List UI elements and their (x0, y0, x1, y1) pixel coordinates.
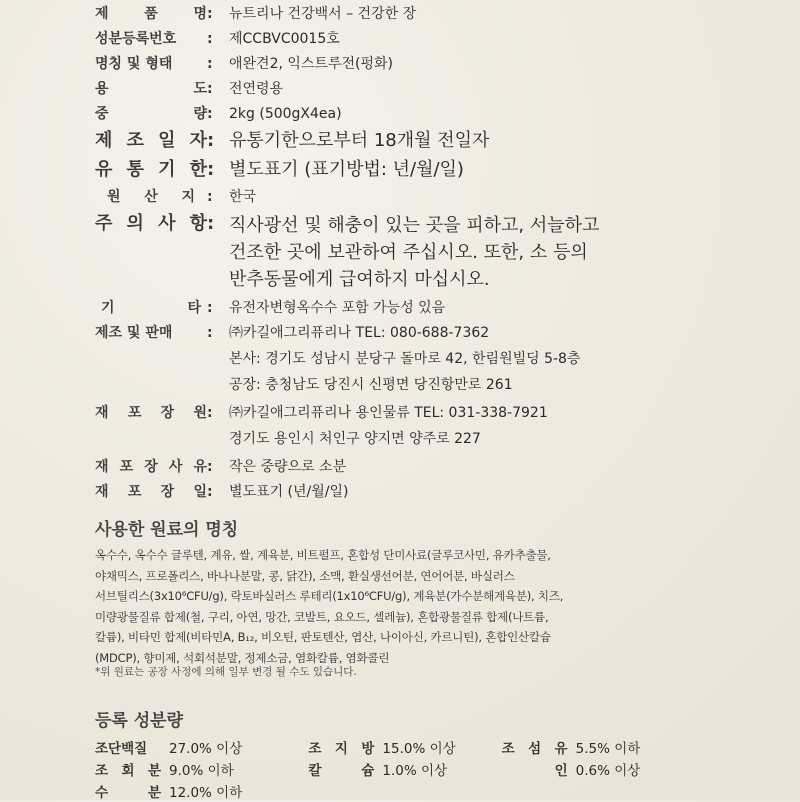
analysis-value: 15.0% 이상 (382, 741, 456, 757)
spec-value: 별도표기 (표기방법: 년/월/일) (229, 159, 464, 180)
analysis-item (502, 759, 715, 779)
analysis-name: 칼 슘 (308, 763, 375, 779)
analysis-item (95, 781, 338, 801)
analysis-item (308, 737, 501, 757)
spec-label: 제조 및 판매 (95, 325, 173, 341)
analysis-value: 0.6% 이상 (575, 763, 641, 779)
analysis-name: 조단백질 (95, 741, 148, 757)
analysis-name: 조 지 방 (308, 741, 375, 757)
analysis-row (95, 758, 715, 780)
spec-row-registration-number: 성분등록번호 : 제CCBVC0015호 (95, 31, 340, 47)
spec-value: 2kg (500gX4ea) (229, 106, 342, 122)
spec-value: 별도표기 (년/월/일) (229, 484, 349, 500)
spec-value: 애완견2, 익스트루전(펑화) (229, 56, 393, 72)
spec-label: 원 산 지 (107, 189, 195, 205)
spec-label: 성분등록번호 (95, 31, 177, 47)
analysis-item (502, 737, 715, 757)
ingredients-line: 야채믹스, 프로폴리스, 바나나분말, 콩, 닭간), 소맥, 환실생선어분, 연어어분, 바실러스 (95, 568, 515, 583)
spec-value: 뉴트리나 건강백서 – 건강한 장 (229, 6, 417, 22)
analysis-name: 인 (554, 763, 568, 779)
spec-row-manufacturer: 제조 및 판매 : ㈜카길애그리퓨리나 TEL: 080-688-7362 본사: 경기도 성남시 분당구 돌마로 42, 한림원빌딩 5-8층 공장: 충청남도 당진시 신평면 당진항만로 261 (95, 323, 785, 398)
analysis-item (308, 759, 501, 779)
spec-label: 재 포 장 원 (95, 405, 207, 421)
spec-row-repack-reason: 재 포 장 사 유 : 작은 중량으로 소분 (95, 459, 347, 475)
spec-row-caution: 주 의 사 항 : 직사광선 및 해충이 있는 곳을 피하고, 서늘하고 건조한 곳에 보관하여 주십시오. 또한, 소 등의 반추동물에게 급여하지 마십시오. (95, 212, 785, 293)
spec-row-manufacture-date: 제 조 일 자 : 유통기한으로부터 18개월 전일자 (95, 130, 490, 151)
spec-value: ㈜카길애그리퓨리나 TEL: 080-688-7362 본사: 경기도 성남시 분당구 돌마로 42, 한림원빌딩 5-8층 공장: 충청남도 당진시 신평면 당진항만로 261 (229, 325, 581, 393)
spec-row-expiry: 유 통 기 한 : 별도표기 (표기방법: 년/월/일) (95, 159, 464, 180)
spec-value: 한국 (229, 189, 257, 205)
spec-row-repackager: 재 포 장 원 : ㈜카길애그리퓨리나 용인물류 TEL: 031-338-7921 경기도 용인시 처인구 양지면 양주로 227 (95, 403, 785, 452)
spec-label: 재 포 장 사 유 (95, 459, 207, 475)
analysis-row (95, 780, 715, 802)
spec-value: 전연령용 (229, 81, 284, 97)
spec-label: 재 포 장 일 (95, 484, 207, 500)
analysis-name: 조 섬 유 (501, 741, 568, 757)
ingredients-note: *위 원료는 공장 사정에 의해 일부 변경 될 수도 있습니다. (95, 666, 357, 678)
spec-label: 중 량 (95, 106, 207, 122)
spec-value: 제CCBVC0015호 (229, 31, 340, 47)
spec-value: 유전자변형옥수수 포함 가능성 있음 (229, 300, 446, 316)
ingredients-list (95, 545, 725, 668)
analysis-row (95, 736, 715, 758)
spec-label: 주 의 사 항 (95, 213, 207, 234)
spec-row-usage: 용 도 : 전연령용 (95, 81, 284, 97)
spec-row-weight: 중 량 : 2kg (500gX4ea) (95, 106, 342, 122)
analysis-value: 27.0% 이상 (169, 741, 243, 757)
spec-value: 작은 중량으로 소분 (229, 459, 347, 475)
spec-label: 기 타 (101, 300, 201, 316)
spec-label: 제 품 명 (95, 6, 207, 22)
spec-value: ㈜카길애그리퓨리나 용인물류 TEL: 031-338-7921 경기도 용인시 처인구 양지면 양주로 227 (229, 405, 548, 447)
ingredients-line: 옥수수, 옥수수 글루텐, 계유, 쌀, 계육분, 비트펄프, 혼합성 단미사료(글루코사민, 유카추출물, (95, 548, 551, 562)
spec-value: 직사광선 및 해충이 있는 곳을 피하고, 서늘하고 건조한 곳에 보관하여 주십시오. 또한, 소 등의 반추동물에게 급여하지 마십시오. (229, 215, 600, 290)
analysis-name: 수 분 (95, 785, 161, 801)
analysis-title: 등록 성분량 (95, 711, 184, 731)
spec-row-origin: 원 산 지 : 한국 (95, 187, 785, 207)
spec-row-repack-date: 재 포 장 일 : 별도표기 (년/월/일) (95, 484, 349, 500)
analysis-item (95, 737, 308, 757)
spec-label: 유 통 기 한 (95, 159, 207, 180)
spec-row-product-name: 제 품 명 : 뉴트리나 건강백서 – 건강한 장 (95, 6, 417, 22)
ingredients-line: 미량광물질류 합제(철, 구리, 아연, 망간, 코발트, 요오드, 셀레늄), 혼합광물질류 합제(나트륨, (95, 609, 549, 624)
spec-label: 제 조 일 자 (95, 130, 207, 151)
spec-row-other: 기 타 : 유전자변형옥수수 포함 가능성 있음 (95, 298, 785, 318)
spec-value: 유통기한으로부터 18개월 전일자 (229, 130, 490, 151)
spec-row-name-form: 명칭 및 형태 : 애완견2, 익스트루전(펑화) (95, 56, 393, 72)
spec-label: 용 도 (95, 81, 207, 97)
analysis-item (95, 759, 308, 779)
guaranteed-analysis (95, 736, 715, 802)
analysis-name: 조 회 분 (95, 763, 161, 779)
ingredients-line: 서브틸리스(3x10⁶CFU/g), 락토바실러스 루테리(1x10⁶CFU/g), 계육분(가수분해계육분), 치즈, (95, 589, 564, 603)
product-spec-table (95, 0, 785, 507)
ingredients-line: 칼륨), 비타민 합제(비타민A, B₁₂, 비오틴, 판토텐산, 엽산, 나이아신, 카르니틴), 혼합인산칼슘 (95, 630, 551, 644)
ingredients-line: (MDCP), 향미제, 석회석분말, 정제소금, 염화칼륨, 염화콜린 (95, 650, 390, 665)
ingredients-title: 사용한 원료의 명칭 (95, 520, 239, 540)
spec-label: 명칭 및 형태 (95, 56, 173, 72)
analysis-value: 12.0% 이하 (169, 785, 243, 801)
analysis-value: 1.0% 이상 (382, 763, 448, 779)
analysis-value: 5.5% 이하 (575, 741, 641, 757)
analysis-value: 9.0% 이하 (169, 763, 234, 779)
